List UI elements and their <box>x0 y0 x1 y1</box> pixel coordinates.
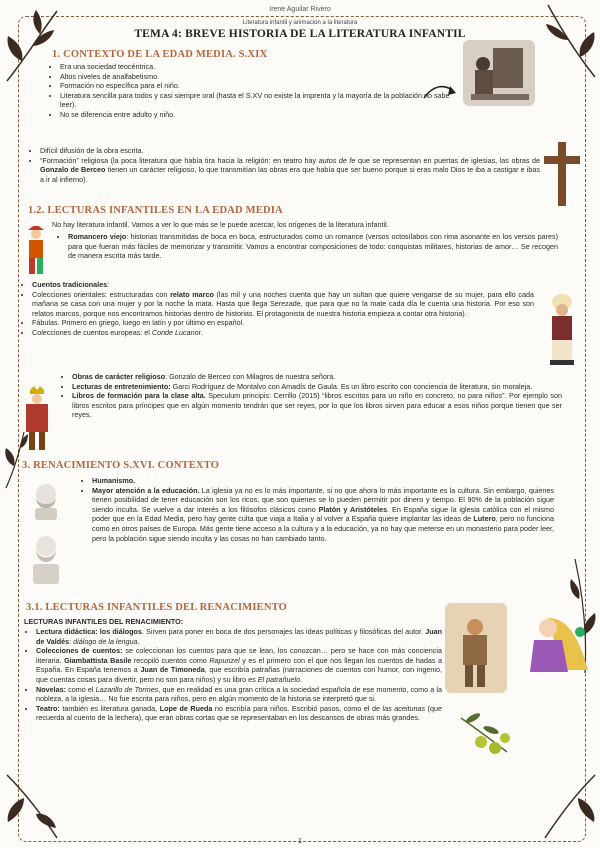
list-item: • Libros de formación para la clase alta. Speculum principis: Cerrillo (2015) “libros escritos para un niño en concreto, no para niños”. Por ejemplo son libros escritos para príncipes que en algún momento tendrán que ser reyes, por lo que los libros sirven para educar a esos niños porque tienen que ser reyes. <box>72 391 562 420</box>
context-list <box>50 62 462 120</box>
subsection-label: LECTURAS INFANTILES DEL RENACIMIENTO: <box>24 617 184 626</box>
sultan-illustration <box>540 290 584 368</box>
list-item: • Lecturas de entretenimiento: Garci Rodríguez de Montalvo con Amadís de Gaula. Es un libro escrito con conciencia de literatura, sin moraleja. <box>72 382 562 392</box>
page-number: 1 <box>298 838 302 845</box>
section-31-body <box>26 627 442 723</box>
leaf-branch-icon <box>540 770 600 840</box>
section-heading: 3.1. LECTURAS INFANTILES DEL RENACIMIENTO <box>26 602 288 613</box>
cuentos-block <box>22 280 534 338</box>
olive-branch-illustration <box>455 708 513 758</box>
list-item: • Colecciones de cuentos europeas: el Conde Lucanor. <box>32 328 534 338</box>
section-heading: 1. CONTEXTO DE LA EDAD MEDIA. S.XIX <box>52 49 268 60</box>
medieval-king-illustration <box>20 386 54 452</box>
list-item: • Colecciones orientales: estructuradas con relato marco (las mil y una noches cuenta que hay un sultan que quiere vengarse de su mujer, para ello cada mañana se casa con una mujer y por la noche la mata. Hasta que llega Serezade, que para que no la mate cada día le cuenta una historia. Por eso son relatos marcos, porque nos encontramos historias dentro de historias. El protagonista de nuestra historia empieza a contar otra historia). <box>32 290 534 319</box>
list-item: • Difícil difusión de la obra escrita. <box>40 146 540 156</box>
list-item: • Colecciones de cuentos: se coleccionan los cuentos para que se lean, los conozcan… pero se hace con más conciencia literaria. Giambattista Basile recopiló cuentos como Rapunzel y es el primero con el que nos llegan los cuentos de hadas a España. En España tenemos a Juan de Timoneda, que escribía patrañas (narraciones de cuentos con humor, con ingenio, que cuentas cosas para divertir, pero no son para niños) y su libro es El patrañuelo. <box>36 646 442 684</box>
section-1-continued <box>30 146 540 184</box>
list-item: • No se diferencia entre adulto y niño. <box>60 110 462 120</box>
list-item: • “Formación” religiosa (la poca literatura que había tira hacia la religión: en teatro hay autos de fe que se representan en puertas de iglesias, las obras de Gonzalo de Berceo tienen un carácter religioso, lo que transmitían las obras era que había que ser bueno porque si eras malo Dios te iba a castigar e ibas a ir al infierno). <box>40 156 540 185</box>
aristotle-bust-illustration <box>25 530 67 586</box>
page-title: TEMA 4: BREVE HISTORIA DE LA LITERATURA INFANTIL <box>134 28 466 40</box>
list-item: • Fábulas. Primero en griego, luego en latín y por último en español. <box>32 318 534 328</box>
list-item: • Romancero viejo: historias transmitidas de boca en boca, estructurados como un romance (versos octosílabos con rima asonante en los versos pares) para que fueran más fáciles de memorizar y transmitir. Vamos a encontrar composiciones de todo: conquistas militares, historias de amor… Se recogen de manera escrita más tarde. <box>68 232 558 261</box>
section-heading: 3. RENACIMIENTO S.XVI. CONTEXTO <box>22 460 220 471</box>
leaf-branch-icon <box>540 2 600 82</box>
medieval-works-block <box>62 372 562 420</box>
list-item: • Humanismo. <box>92 476 554 486</box>
course-subtitle: Literatura infantil y animación a la literatura <box>242 20 358 26</box>
rapunzel-illustration <box>510 612 590 674</box>
romancero-block <box>58 232 558 261</box>
list-item: • Cuentos tradicionales: <box>32 280 534 290</box>
philosopher-bust-illustration <box>25 478 67 522</box>
lazarillo-illustration <box>445 603 507 693</box>
wooden-cross-illustration <box>542 140 582 208</box>
list-item: • Literatura sencilla para todos y casi siempre oral (hasta el S.XV no existe la imprenta y la mayoría de la población no sabe leer). <box>60 91 462 110</box>
leaf-branch-icon <box>2 770 62 840</box>
list-item: • Obras de carácter religioso: Gonzalo de Berceo con Milagros de nuestra señora. <box>72 372 562 382</box>
list-item: • Mayor atención a la educación. La iglesia ya no es lo más importante, si no que ahora lo más importante es la cultura. Sin embargo, quienes tienen posibilidad de tener educación son los ricos, que son quienes se lo pueden permitir por dinero y tiempo. El 90% de la población sigue siendo inculta. Se vuelve a dar interés a los filósofos clásicos como Platón y Aristóteles. En España sigue la iglesia católica con el mismo poder que en la Edad Media, pero hay gente culta que viaja a Italia y al volver a España quiere implantar las ideas de Lutero, pero no funciona como en otros países de Europa. Más gente tiene acceso a la cultura y a la educación, ya no hay que meterse en un monasterio para poder leer, pero la población sigue siendo inculta y las cosas no han cambiado tanto. <box>92 486 554 544</box>
list-item: • Altos niveles de analfabetismo. <box>60 72 462 82</box>
printing-press-illustration <box>463 40 535 106</box>
list-item: • Formación no específica para el niño. <box>60 81 462 91</box>
list-item: • Teatro: también es literatura ganada, Lope de Rueda no escribía para niños. Escribió pasos, como el de las aceitunas (que recuerda al cuento de la lechera), que eran obras cortas que se representaban en los descansos de obras más grandes. <box>36 704 442 723</box>
context-list <box>30 146 540 184</box>
list-item: • Era una sociedad teocéntrica. <box>60 62 462 72</box>
author-name: Irene Aguilar Rivero <box>269 6 331 13</box>
section-intro: No hay literatura infantil. Vamos a ver lo que más se le puede acercar, los orígenes de la literatura infantil. <box>52 220 389 229</box>
list-item: • Lectura didáctica: los diálogos. Sirven para poner en boca de dos personajes las ideas políticas y filosóficas del autor. Juan de Valdés: diálogo de la lengua. <box>36 627 442 646</box>
section-1-body <box>50 62 462 120</box>
section-3-body <box>82 476 554 543</box>
section-heading: 1.2. LECTURAS INFANTILES EN LA EDAD MEDIA <box>28 205 283 216</box>
list-item: • Novelas: como el Lazarillo de Tormes, que en realidad es una gran crítica a la sociedad española de ese momento, como a la nobleza, a la iglesia… No fue escrita para niños, pero en algún momento de la historia se interpretó que si. <box>36 685 442 704</box>
medieval-jester-illustration <box>22 226 50 276</box>
